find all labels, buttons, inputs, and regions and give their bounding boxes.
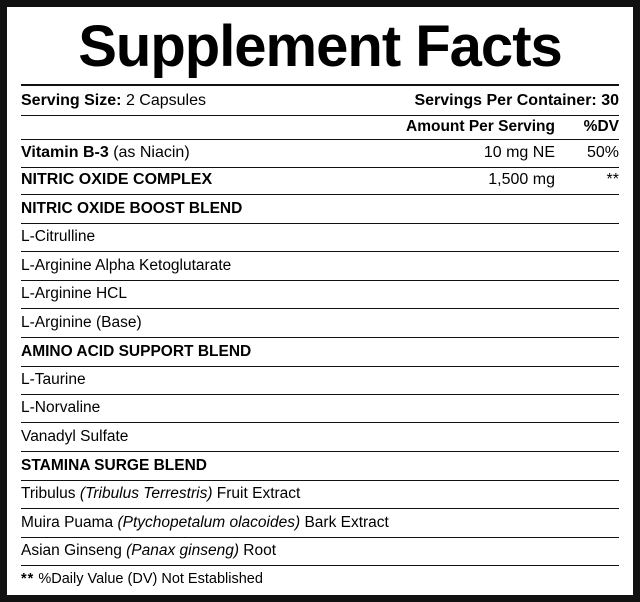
footnote <box>21 566 619 587</box>
ingredient-name: L-Arginine HCL <box>21 285 127 303</box>
blend-heading: STAMINA SURGE BLEND <box>21 456 207 474</box>
ingredient-name: Muira Puama <box>21 513 118 531</box>
blend-heading: AMINO ACID SUPPORT BLEND <box>21 342 252 360</box>
nutrient-row <box>21 140 619 167</box>
servings-per-container <box>414 93 619 109</box>
ingredient-row <box>21 223 619 251</box>
nutrient-name-bold: Vitamin B-3 <box>21 143 109 161</box>
ingredient-row <box>21 537 619 565</box>
nutrient-dv: 50% <box>586 143 619 161</box>
ingredient-name: L-Citrulline <box>21 228 96 246</box>
ingredient-latin-name: (Tribulus Terrestris) <box>79 485 213 503</box>
page-title: Supplement Facts <box>78 14 562 79</box>
ingredient-name: L-Arginine (Base) <box>21 313 142 331</box>
ingredient-row <box>21 366 619 394</box>
nutrient-row <box>21 167 619 194</box>
ingredient-row <box>21 509 619 537</box>
column-header-amount: Amount Per Serving <box>406 118 555 136</box>
ingredient-row <box>21 480 619 508</box>
ingredient-part: Bark Extract <box>300 513 389 531</box>
nutrient-name: NITRIC OXIDE COMPLEX <box>21 171 213 189</box>
ingredient-name: Vanadyl Sulfate <box>21 427 129 445</box>
divider-heavy-top <box>21 84 619 86</box>
nutrient-dv: ** <box>606 171 619 189</box>
servings-per-container-value: 30 <box>601 92 619 110</box>
ingredient-name: Tribulus <box>21 485 80 503</box>
ingredient-name: Asian Ginseng <box>21 542 127 560</box>
ingredient-row <box>21 394 619 422</box>
ingredient-row <box>21 280 619 308</box>
ingredient-row <box>21 252 619 280</box>
footnote-text: %Daily Value (DV) Not Established <box>38 570 263 587</box>
ingredient-name: L-Taurine <box>21 370 86 388</box>
nutrient-amount: 10 mg NE <box>483 143 555 161</box>
serving-info-row <box>21 88 619 115</box>
ingredient-row <box>21 309 619 337</box>
ingredient-part: Root <box>239 542 277 560</box>
ingredient-row <box>21 423 619 451</box>
column-header-dv: %DV <box>583 118 619 136</box>
nutrient-amount: 1,500 mg <box>488 171 555 189</box>
serving-size-value: 2 Capsules <box>125 92 206 110</box>
nutrient-name-detail: (as Niacin) <box>113 143 190 161</box>
serving-size-label: Serving Size: <box>21 92 122 110</box>
nutrient-name <box>21 144 484 162</box>
ingredient-part: Fruit Extract <box>212 485 301 503</box>
ingredient-latin-name: (Panax ginseng) <box>126 542 239 560</box>
footnote-marker: ** <box>21 570 35 587</box>
serving-size <box>21 93 206 109</box>
ingredient-name: L-Arginine Alpha Ketoglutarate <box>21 256 232 274</box>
blend-heading: NITRIC OXIDE BOOST BLEND <box>21 199 243 217</box>
ingredient-name: L-Norvaline <box>21 399 101 417</box>
servings-per-container-label: Servings Per Container: <box>414 92 597 110</box>
ingredient-latin-name: (Ptychopetalum olacoides) <box>117 513 301 531</box>
column-headers-row <box>21 116 619 139</box>
